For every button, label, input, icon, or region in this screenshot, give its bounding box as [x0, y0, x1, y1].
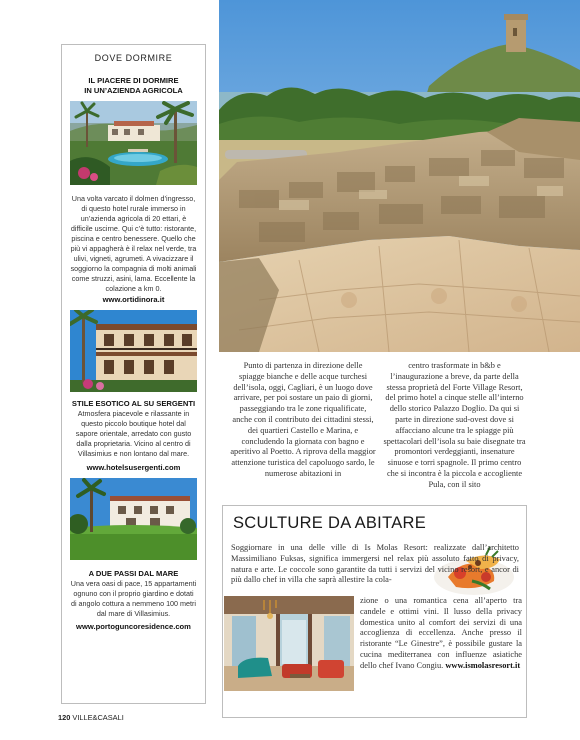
box-rest-text	[360, 596, 522, 672]
article-column-1: Punto di partenza in direzione delle spiagge bianche e delle acque turchesi dell’isola, oggi, Cagliari, è un luogo dove arrivare, per poi sostare un paio di giorni, passeggiando tra le zone riqualificate, anche con il contributo dei cittadini stessi, dei quartieri Castello e Marina, e concludendo la giornata con bagno e aperitivo al Poetto. A riprova della maggior attenzione turistica del capoluogo sardo, le numerose abitazioni in	[230, 361, 376, 478]
sidebar-title: DOVE DORMIRE	[94, 53, 173, 63]
item1-heading-line2: IN UN’AZIENDA AGRICOLA	[84, 86, 183, 95]
hotel-pool-photo	[70, 101, 197, 185]
page-number: 120	[58, 713, 71, 722]
sidebar-box	[61, 44, 206, 704]
nora-ruins-photo	[219, 0, 580, 352]
item3-heading: A DUE PASSI DAL MARE	[88, 569, 179, 578]
villa-interior-photo	[224, 596, 354, 691]
item2-text: Atmosfera piacevole e rilassante in questo piccolo boutique hotel dal sapore orientale, arredato con gusto dalla proprietaria. Vicino al centro di Villasimius e non lontano dal mare.	[75, 409, 192, 458]
item2-heading: STILE ESOTICO AL SU SERGENTI	[71, 399, 196, 408]
article-column-2: centro trasformate in b&b e l’inaugurazione a breve, da parte della stessa proprietà del Forte Village Resort, del primo hotel a cinque stelle all’interno dello storico Palazzo Doglio. Da qui si parte in direzione sud-ovest dove si affacciano alcune tra le spiagge più spettacolari dell’isola su baie disegnate tra promontori verdeggianti, insenature sinuose e torri spagnole. Il primo centro che si incontra è la piccola e accogliente Pula, con il sito	[383, 361, 526, 489]
item1-text: Una volta varcato il dolmen d’ingresso, di questo hotel rurale immerso in un’azienda agricola di 20 ettari, è difficile uscirne. Qui c’è tutto: ristorante, piscina e centro benessere. Quello che più vi appagherà è il relax nel verde, tra ulivi, vigneti, agrumeti. A vivacizzare il soggiorno la compagnia di molti animali come struzzi, asini, lama. Eccellente la colazione a km 0.	[70, 194, 197, 293]
item1-heading	[70, 76, 197, 96]
item3-text: Una vera oasi di pace, 15 appartamenti ognuno con il proprio giardino e dotati di angolo cottura a nemmeno 100 metri dal mare di Villasimius.	[70, 579, 197, 618]
item1-heading-line1: IL PIACERE DI DORMIRE	[88, 76, 179, 85]
page-footer	[58, 713, 124, 722]
residence-garden-photo	[70, 478, 197, 560]
feature-box	[222, 505, 527, 718]
box-body-text: zione o una romantica cena all’aperto tra candele e ottimi vini. Il lusso della privacy domestica unito al comfort dei servizi di una accoglienza di eccellenza. Anche presso il ristorante “Le Ginestre”, è possibile gustare la cucina mediterranea con influenze asiatiche dello chef Ivano Congiu.	[360, 596, 522, 670]
item1-link[interactable]: www.ortidinora.it	[102, 295, 165, 304]
box-title: SCULTURE DA ABITARE	[233, 514, 427, 532]
item2-link[interactable]: www.hotelsusergenti.com	[86, 463, 181, 472]
item3-link[interactable]: www.portoguncoresidence.com	[76, 622, 191, 631]
magazine-name: VILLE&CASALI	[72, 713, 124, 722]
box-link[interactable]: www.ismolasresort.it	[445, 660, 521, 670]
boutique-hotel-photo	[70, 310, 197, 392]
box-intro-text: Soggiornare in una delle ville di Is Molas Resort: realizzate dall’architetto Massimiliano Fuksas, significa immergersi nel relax più assoluto fatto di privacy, natura e arte. Le coccole sono garantite da tutti i servizi del vicino resort, e ancor di più dallo chef in villa che saprà allestire la cola-	[231, 543, 519, 585]
